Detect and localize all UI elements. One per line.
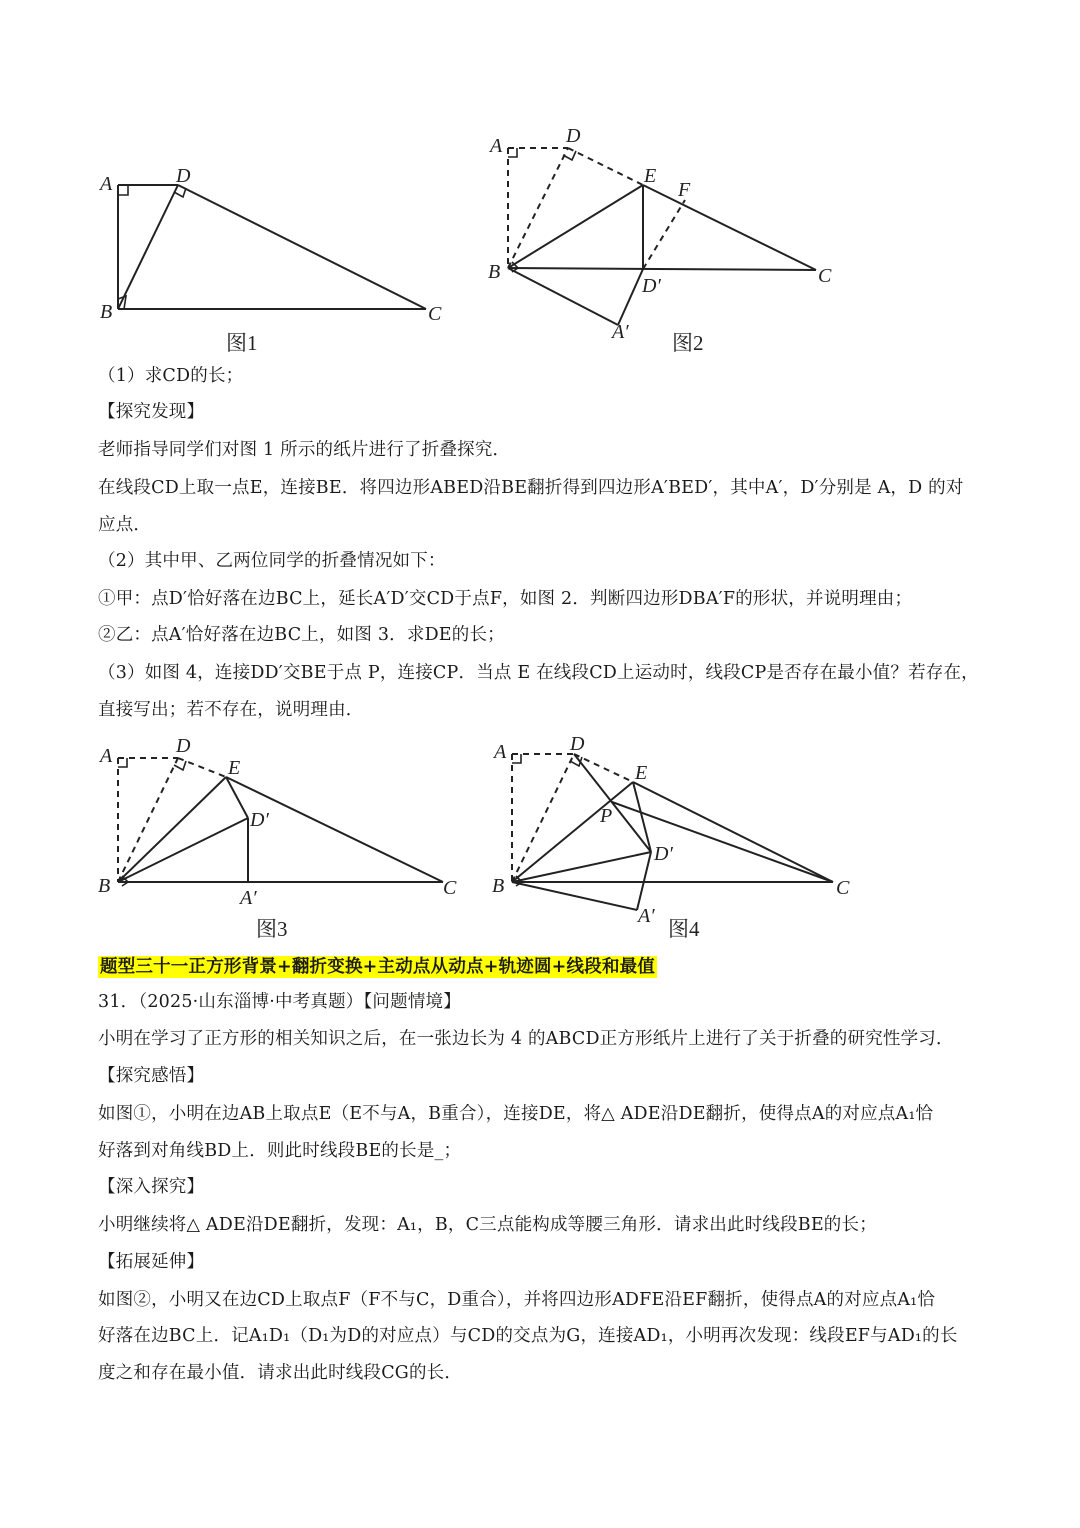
question-2: （2）其中甲、乙两位同学的折叠情况如下：	[98, 551, 446, 571]
fig4-label-A-prime: A′	[638, 905, 655, 927]
paragraph-teacher: 老师指导同学们对图 1 所示的纸片进行了折叠探究．	[98, 440, 511, 460]
fig4-label-A: A	[494, 741, 507, 763]
fig1-label-C: C	[428, 303, 442, 325]
question-31-part3-line-2: 好落在边BC上．记A₁D₁（D₁为D的对应点）与CD的交点为G，连接AD₁，小明再次发现：线段EF与AD₁的长	[98, 1326, 958, 1346]
fig2-label-D: D	[566, 125, 581, 147]
question-2-part-a: ①甲：点D′恰好落在边BC上，延长A′D′交CD于点F，如图 2．判断四边形DBA′F的形状，并说明理由；	[98, 589, 913, 609]
fig4-label-E: E	[635, 762, 648, 784]
fig4-caption: 图4	[668, 917, 700, 941]
fig4-label-D: D	[570, 733, 585, 755]
question-31-part1-line-1: 如图①，小明在边AB上取点E（E不与A，B重合），连接DE，将△ ADE沿DE翻折，使得点A的对应点A₁恰	[98, 1104, 934, 1124]
question-31-intro: 小明在学习了正方形的相关知识之后，在一张边长为 4 的ABCD正方形纸片上进行了关于折叠的研究性学习．	[98, 1029, 954, 1049]
fig2-caption: 图2	[672, 331, 704, 355]
question-1: （1）求CD的长；	[98, 366, 244, 386]
paragraph-fold-line-1: 在线段CD上取一点E，连接BE．将四边形ABED沿BE翻折得到四边形A′BED′，其中A′，D′分别是 A，D 的对	[98, 478, 964, 498]
fig3-label-A-prime: A′	[240, 887, 257, 909]
fig1-caption: 图1	[226, 331, 258, 355]
fig2-label-D-prime: D′	[642, 275, 661, 297]
fig2-label-A-prime: A′	[612, 321, 629, 343]
fig3-label-B: B	[98, 875, 111, 897]
section-discover-heading: 【探究发现】	[98, 402, 205, 422]
question-31-part1-line-2: 好落到对角线BD上．则此时线段BE的长是_；	[98, 1141, 462, 1161]
fig3-label-D: D	[176, 735, 191, 757]
paragraph-fold-line-2: 应点．	[98, 515, 152, 535]
fig3-label-E: E	[228, 757, 241, 779]
fig2-label-B: B	[488, 261, 501, 283]
section-deep-heading: 【深入探究】	[98, 1177, 205, 1197]
fig1-label-B: B	[100, 301, 113, 323]
fig4-label-B: B	[492, 875, 505, 897]
section-title-highlight: 题型三十一正方形背景+翻折变换+主动点从动点+轨迹圆+线段和最值	[100, 957, 656, 977]
fig2-label-C: C	[818, 265, 832, 287]
fig3-caption: 图3	[256, 917, 288, 941]
question-31-part3-line-3: 度之和存在最小值．请求出此时线段CG的长．	[98, 1363, 463, 1383]
question-2-part-b: ②乙：点A′恰好落在边BC上，如图 3．求DE的长；	[98, 625, 505, 645]
question-3-line-2: 直接写出；若不存在，说明理由．	[98, 700, 364, 720]
fig2-label-E: E	[644, 165, 657, 187]
fig3-label-D-prime: D′	[250, 809, 269, 831]
fig1-label-D: D	[176, 165, 191, 187]
question-31-part2: 小明继续将△ ADE沿DE翻折，发现：A₁，B，C三点能构成等腰三角形．请求出此时线段BE的长；	[98, 1215, 877, 1235]
fig1-label-A: A	[100, 173, 113, 195]
section-extension-heading: 【拓展延伸】	[98, 1252, 205, 1272]
question-31-part3-line-1: 如图②，小明又在边CD上取点F（F不与C，D重合），并将四边形ADFE沿EF翻折，使得点A的对应点A₁恰	[98, 1290, 936, 1310]
fig2-label-A: A	[490, 135, 503, 157]
fig2-label-F: F	[678, 179, 691, 201]
fig4-label-D-prime: D′	[654, 843, 673, 865]
question-3-line-1: （3）如图 4，连接DD′交BE于点 P，连接CP．当点 E 在线段CD上运动时，线段CP是否存在最小值？若存在，	[98, 663, 979, 683]
section-insight-heading: 【探究感悟】	[98, 1066, 205, 1086]
question-31-heading: 31．（2025·山东淄博·中考真题）【问题情境】	[98, 992, 461, 1012]
fig4-label-P: P	[600, 805, 613, 827]
fig3-label-A: A	[100, 745, 113, 767]
section-title-line	[98, 955, 657, 979]
fig3-label-C: C	[443, 877, 457, 899]
fig4-label-C: C	[836, 877, 850, 899]
